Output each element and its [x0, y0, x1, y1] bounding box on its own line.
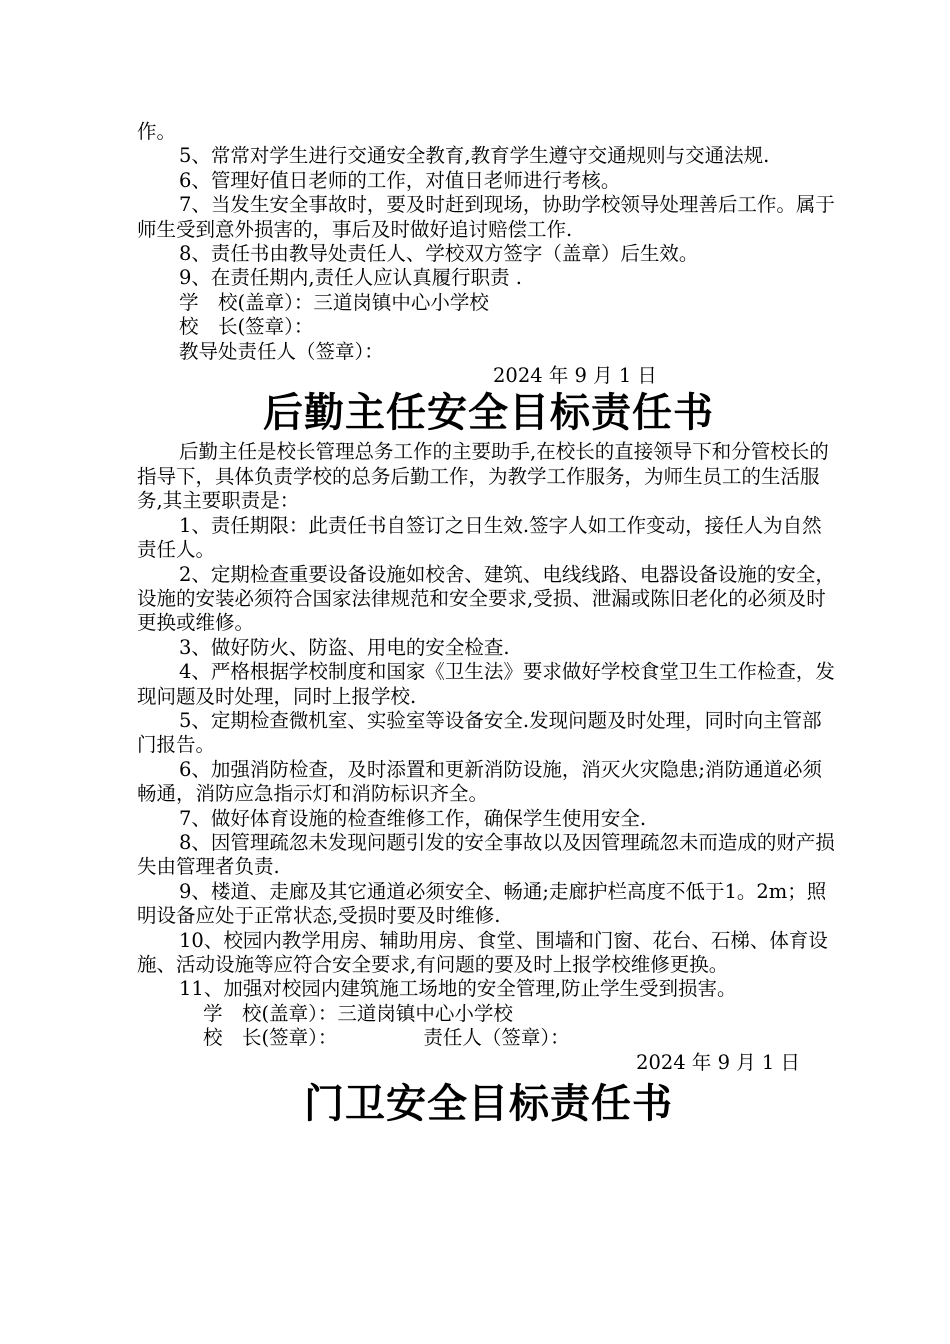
- duty-item-5: 5、定期检查微机室、实验室等设备安全.发现问题及时处理，同时向主管部门报告。: [137, 708, 822, 757]
- dept-head-sign-line: 教导处责任人（签章）：: [179, 339, 384, 363]
- duty-item-10: 10、校园内教学用房、辅助用房、食堂、围墙和门窗、花台、石梯、体育设施、活动设施等应符合安全要求,有问题的要及时上报学校维修更换。: [137, 928, 828, 976]
- duty-item-1: 1、责任期限：此责任书自签订之日生效.签字人如工作变动，接任人为自然责任人。: [137, 513, 822, 562]
- duty-item-8: 8、责任书由教导处责任人、学校双方签字（盖章）后生效。: [179, 242, 699, 266]
- document-page: [137, 120, 840, 1131]
- duty-item-11: 11、加强对校园内建筑施工场地的安全管理,防止学生受到损害。: [179, 977, 737, 1001]
- signature-line: [137, 1026, 840, 1050]
- paragraph-continuation: 作。: [137, 120, 177, 143]
- duty-item-6: 6、加强消防检查，及时添置和更新消防设施，消灭火灾隐患;消防通道必须畅通，消防应急指示灯和消防标识齐全。: [137, 757, 822, 806]
- school-seal-line: 学 校(盖章）：三道岗镇中心小学校: [179, 290, 489, 314]
- duty-item-2: 2、定期检查重要设备设施如校舍、建筑、电线线路、电器设备设施的安全，设施的安装必须符合国家法律规范和安全要求,受损、泄漏或陈旧老化的必须及时更换或维修。: [137, 562, 835, 635]
- section-title-logistics: 后勤主任安全目标责任书: [263, 390, 714, 437]
- duty-item-9: 9、楼道、走廊及其它通道必须安全、畅通;走廊护栏高度不低于1。2m；照明设备应处于正常状态,受损时要及时维修.: [137, 879, 827, 928]
- signing-date: 2024 年 9 月 1 日: [493, 364, 657, 388]
- duty-item-6: 6、管理好值日老师的工作，对值日老师进行考核。: [179, 168, 621, 192]
- intro-paragraph: 后勤主任是校长管理总务工作的主要助手,在校长的直接领导下和分管校长的指导下，具体负责学校的总务后勤工作，为教学工作服务，为师生员工的生活服务,其主要职责是：: [137, 440, 829, 513]
- duty-item-3: 3、做好防火、防盗、用电的安全检查.: [179, 635, 510, 659]
- duty-item-8: 8、因管理疏忽未发现问题引发的安全事故以及因管理疏忽未而造成的财产损失由管理者负责.: [137, 830, 835, 879]
- school-seal-line: 学 校(盖章）：三道岗镇中心小学校: [203, 1001, 513, 1025]
- principal-sign-line: 校 长(签章）：: [179, 315, 314, 339]
- section-title-gatekeeper: 门卫安全目标责任书: [304, 1081, 673, 1128]
- principal-sign-label: 校 长(签章）：: [203, 1026, 338, 1050]
- duty-item-7: 7、做好体育设施的检查维修工作，确保学生使用安全.: [179, 806, 647, 830]
- responsible-sign-label: 责任人（签章）：: [423, 1026, 570, 1050]
- duty-item-4: 4、严格根据学校制度和国家《卫生法》要求做好学校食堂卫生工作检查，发现问题及时处理，同时上报学校.: [137, 660, 835, 708]
- duty-item-5: 5、常常对学生进行交通安全教育,教育学生遵守交通规则与交通法规.: [179, 144, 770, 168]
- duty-item-9: 9、在责任期内,责任人应认真履行职责 .: [179, 266, 523, 290]
- signing-date: 2024 年 9 月 1 日: [636, 1050, 800, 1074]
- duty-item-7: 7、当发生安全事故时，要及时赶到现场，协助学校领导处理善后工作。属于师生受到意外损害的，事后及时做好追讨赔偿工作.: [137, 193, 835, 241]
